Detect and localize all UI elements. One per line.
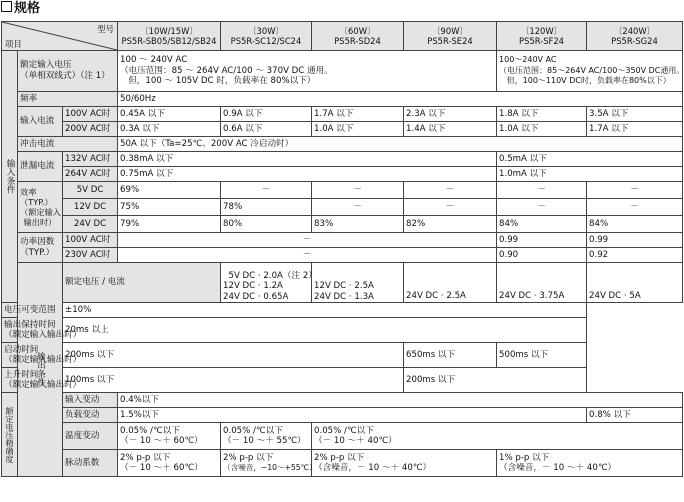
cell: 1.0A 以下 [312, 122, 404, 137]
temp-drift-label: 温度变动 [63, 423, 118, 450]
row-hold [2, 318, 683, 343]
row-frequency [2, 92, 683, 107]
row-eff-5v [2, 182, 683, 199]
temp-drift-3: 0.05% /℃以下 （－ 10 ～＋ 40℃） [312, 423, 683, 450]
cell: 0.5mA 以下 [497, 152, 683, 167]
ripple-4: 1% p-p 以下 （含噪音，－ 10 ～＋ 40℃） [497, 450, 683, 477]
efficiency-label: 效率 （TYP.） （额定输入 输出时） [18, 182, 63, 233]
row-leak-132 [2, 152, 683, 167]
start-label: 启动时间 （额定输入输出时） [2, 343, 63, 368]
cell: 0.45A 以下 [118, 107, 221, 122]
rated-output-1: 5V DC · 2.0A（注 2） 12V DC · 1.2A 24V DC · 0.65A [221, 263, 312, 303]
section-title [1, 0, 40, 18]
cell: 1.4A 以下 [404, 122, 497, 137]
cell: 0.6A 以下 [221, 122, 312, 137]
cell: － [404, 182, 497, 199]
row-leak-264 [2, 167, 683, 182]
row-line-reg [2, 393, 683, 408]
cell: 0.3A 以下 [118, 122, 221, 137]
row-current-200 [2, 122, 683, 137]
frequency-value: 50/60Hz [118, 92, 683, 107]
eff-5v-label: 5V DC [63, 182, 118, 199]
frequency-label: 频率 [18, 92, 118, 107]
rise-value-a: 100ms 以下 [63, 368, 404, 393]
cell: 83% [312, 216, 404, 233]
power-factor-label: 功率因数 （TYP.） [18, 233, 63, 263]
rated-input-value-a: 100 ～ 240V AC （电压范围：85 ～ 264V AC/100 ～ 370V DC 通用。 但，100 ～ 105V DC 时，负载率在 80%以下） [118, 51, 497, 92]
cell: － [587, 182, 683, 199]
temp-drift-1: 0.05% /℃以下 （－ 10 ～＋ 60℃） [118, 423, 221, 450]
load-reg-value-b: 0.8% 以下 [587, 408, 683, 423]
cell: 0.9A 以下 [221, 107, 312, 122]
model-col-5: 〔120W〕 PS5R-SF24 [497, 22, 587, 51]
rated-output-label: 额定电压 / 电流 [63, 263, 221, 303]
hold-label: 输出保持时间 （额定输入输出时） [2, 318, 63, 343]
model-col-4: 〔90W〕 PS5R-SE24 [404, 22, 497, 51]
row-inrush [2, 137, 683, 152]
rated-output-4: 24V DC · 3.75A [497, 263, 587, 303]
rise-label: 上升时间 （额定输入输出时） [2, 368, 63, 393]
row-rated-output [2, 263, 683, 303]
cell: － [118, 233, 497, 248]
cell: 1.0A 以下 [497, 122, 587, 137]
ripple-3: 2% p-p 以下 （含噪音，－ 10 ～＋ 40℃） [312, 450, 497, 477]
cell: 0.92 [587, 248, 683, 263]
group-input-label: 输入条件 [2, 51, 18, 303]
row-temp-drift [2, 423, 683, 450]
leak-label: 泄漏电流 [18, 152, 63, 182]
model-col-1: 〔10W/15W〕 PS5R-SB05/SB12/SB24 [118, 22, 221, 51]
cell: 84% [497, 216, 587, 233]
cell: 0.38mA 以下 [118, 152, 497, 167]
cell: 3.5A 以下 [587, 107, 683, 122]
cell: － [404, 199, 497, 216]
header-row [2, 22, 683, 51]
rated-output-3: 24V DC · 2.5A [404, 263, 497, 303]
load-reg-value-a: 1.5%以下 [118, 408, 587, 423]
current-200-label: 200V AC时 [63, 122, 118, 137]
cell: 69% [118, 182, 221, 199]
ripple-label: 脉动系数 [63, 450, 118, 477]
accuracy-group-label: 额定电压精确度 [2, 393, 18, 477]
row-pf-230 [2, 248, 683, 263]
ripple-2: 2% p-p 以下 （含噪音，−10～+55℃） [221, 450, 312, 477]
start-value-a: 200ms 以下 [63, 343, 404, 368]
row-eff-12v [2, 199, 683, 216]
cell: 1.0mA 以下 [497, 167, 683, 182]
cell: 79% [118, 216, 221, 233]
pf-230-label: 230V AC时 [63, 248, 118, 263]
row-rated-input [2, 51, 683, 92]
row-rise [2, 368, 683, 393]
rated-output-5: 24V DC · 5A [587, 263, 683, 303]
cell: 75% [118, 199, 221, 216]
cell: 2.3A 以下 [404, 107, 497, 122]
rated-input-value-b: 100～240V AC （电压范围：85～264V AC/100～350V DC通用。 但，100～110V DC时，负载率在80%以下） [497, 51, 683, 92]
cell: － [587, 199, 683, 216]
row-ripple [2, 450, 683, 477]
cell: 1.8A 以下 [497, 107, 587, 122]
start-value-c: 500ms 以下 [497, 343, 587, 368]
cell: － [221, 182, 312, 199]
load-reg-label: 负载变动 [63, 408, 118, 423]
rated-output-2: 12V DC · 2.5A 24V DC · 1.3A [312, 263, 404, 303]
eff-24v-label: 24V DC [63, 216, 118, 233]
cell: 82% [404, 216, 497, 233]
eff-12v-label: 12V DC [63, 199, 118, 216]
row-pf-100 [2, 233, 683, 248]
line-reg-label: 输入变动 [63, 393, 118, 408]
cell: 0.75mA 以下 [118, 167, 497, 182]
cell: 84% [587, 216, 683, 233]
model-col-2: 〔30W〕 PS5R-SC12/SC24 [221, 22, 312, 51]
model-col-6: 〔240W〕 PS5R-SG24 [587, 22, 683, 51]
hold-value: 20ms 以上 [63, 318, 587, 343]
current-100-label: 100V AC时 [63, 107, 118, 122]
cell: 1.7A 以下 [312, 107, 404, 122]
input-current-label: 输入电流 [18, 107, 63, 137]
temp-drift-2: 0.05% /℃以下 （－ 10 ～＋ 55℃） [221, 423, 312, 450]
pf-100-label: 100V AC时 [63, 233, 118, 248]
cell: 80% [221, 216, 312, 233]
cell: 0.90 [497, 248, 587, 263]
inrush-label: 冲击电流 [18, 137, 118, 152]
header-corner [2, 22, 118, 51]
rise-value-b: 200ms 以下 [404, 368, 587, 393]
leak-132-label: 132V AC时 [63, 152, 118, 167]
start-value-b: 650ms 以下 [404, 343, 497, 368]
leak-264-label: 264V AC时 [63, 167, 118, 182]
cell: 78% [221, 199, 312, 216]
checkbox-square-icon [1, 1, 12, 12]
row-load-reg [2, 408, 683, 423]
spec-table [1, 21, 683, 477]
inrush-value: 50A 以下（Ta=25℃、200V AC 冷启动时） [118, 137, 683, 152]
row-current-100 [2, 107, 683, 122]
cell: － [497, 182, 587, 199]
corner-model-label: 型号 [97, 24, 115, 34]
ripple-1: 2% p-p 以下 （－ 10 ～＋ 60℃） [118, 450, 221, 477]
cell: － [497, 199, 587, 216]
group-output-label: 输出条件 [18, 263, 63, 477]
adjust-value: ±10% [63, 303, 587, 318]
cell: 0.99 [587, 233, 683, 248]
line-reg-value: 0.4%以下 [118, 393, 683, 408]
row-eff-24v [2, 216, 683, 233]
cell: － [312, 199, 404, 216]
cell: 1.7A 以下 [587, 122, 683, 137]
model-col-3: 〔60W〕 PS5R-SD24 [312, 22, 404, 51]
corner-item-label: 项目 [5, 39, 22, 49]
cell: － [312, 182, 404, 199]
adjust-label: 电压可变范围 [2, 303, 63, 318]
section-title-text: 规格 [14, 1, 41, 16]
row-start [2, 343, 683, 368]
rated-input-label: 额定输入电压 （单相双线式）（注 1） [18, 51, 118, 92]
cell: 0.99 [497, 233, 587, 248]
cell: － [118, 248, 497, 263]
row-adjust [2, 303, 683, 318]
